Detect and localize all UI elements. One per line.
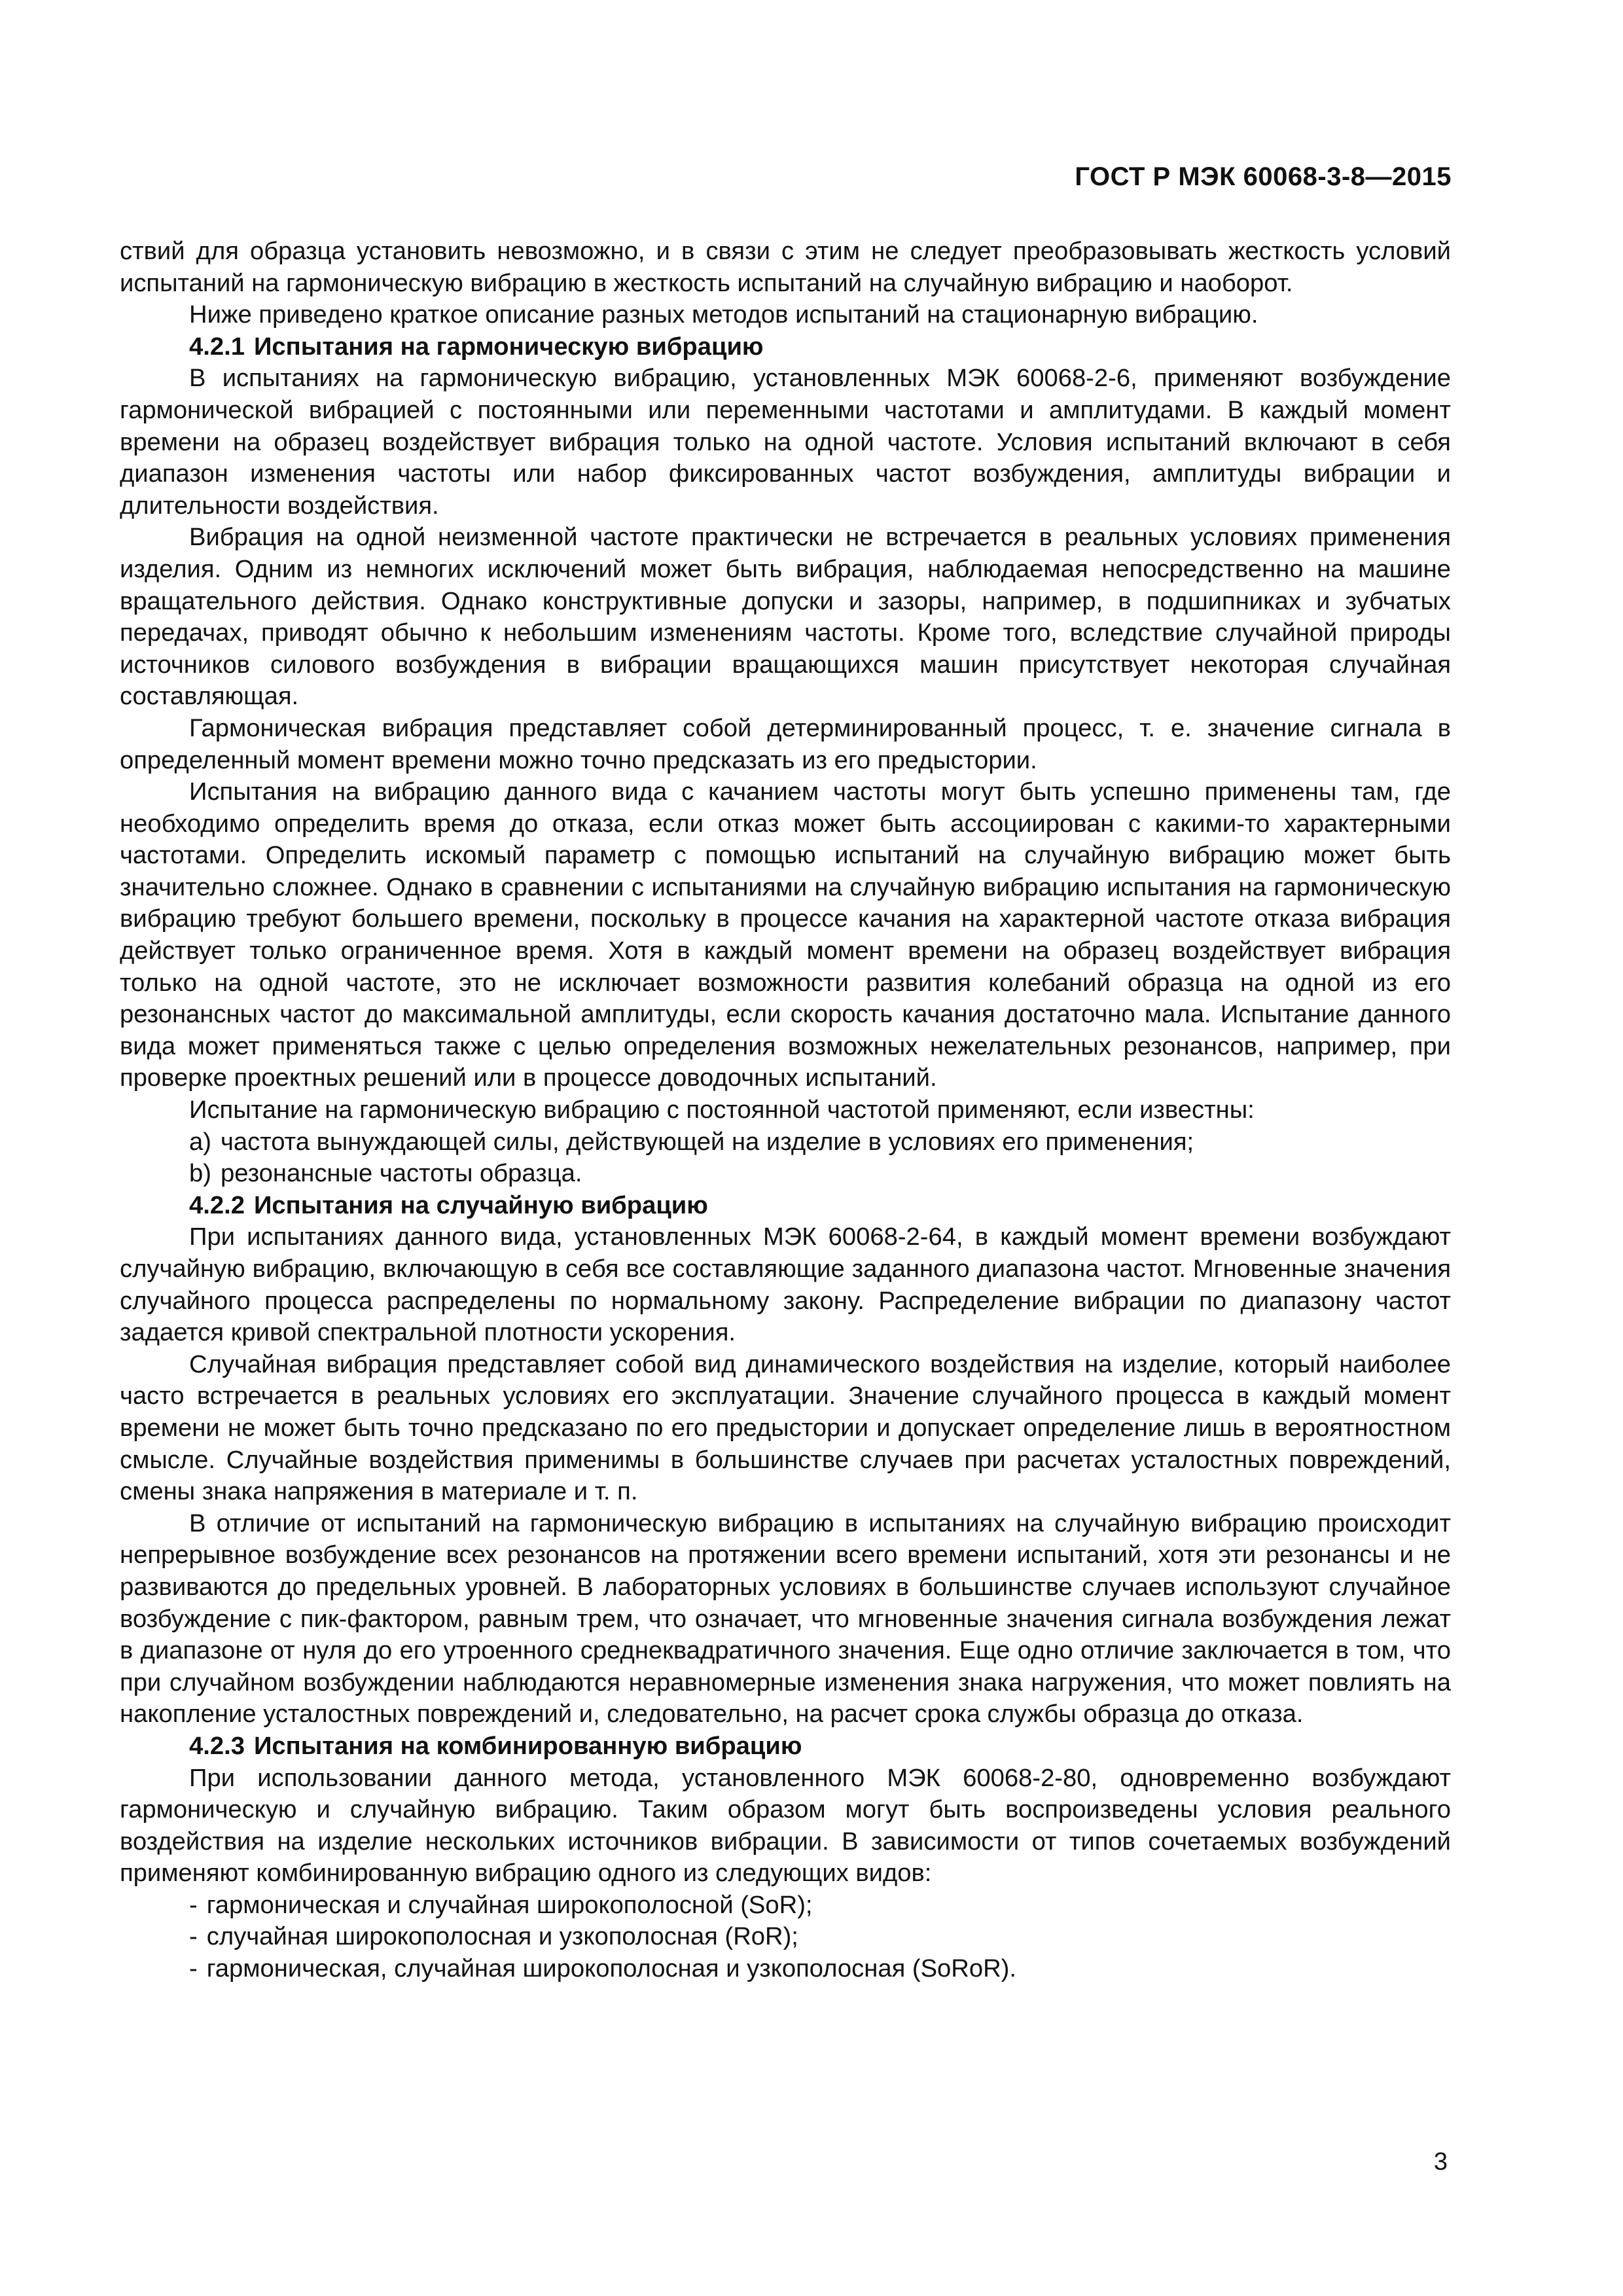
section-title: Испытания на гармоническую вибрацию [253, 332, 764, 361]
list-marker: a) [189, 1127, 211, 1156]
paragraph: Вибрация на одной неизменной частоте практически не встречается в реальных условиях применения изделия. Одним из немногих исключений может быть вибрация, наблюдаемая непосредственно на машине вращательного действия. Однако конструктивные допуски и зазоры, например, в подшипниках и зубчатых передачах, приводят обычно к небольшим изменениям частоты. Кроме того, вследствие случайной природы источников силового возбуждения в вибрации вращающихся машин присутствует некоторая случайная составляющая. [120, 523, 1451, 711]
section-number: 4.2.2 [189, 1191, 245, 1219]
document-body [120, 236, 1451, 1985]
paragraph: При испытаниях данного вида, установленных МЭК 60068-2-64, в каждый момент времени возбуждают случайную вибрацию, включающую в себя все составляющие заданного диапазона частот. Мгновенные значения случайного процесса распределены по нормальному закону. Распределение вибрации по диапазону частот задается кривой спектральной плотности ускорения. [120, 1223, 1451, 1347]
list-item [120, 1126, 1451, 1158]
section-title: Испытания на случайную вибрацию [253, 1191, 708, 1219]
list-item-text: случайная широкополосная и узкополосная (RoR); [206, 1922, 798, 1951]
section-title: Испытания на комбинированную вибрацию [253, 1731, 802, 1760]
page-number: 3 [1433, 2148, 1448, 2176]
paragraph: В отличие от испытаний на гармоническую вибрацию в испытаниях на случайную вибрацию происходит непрерывное возбуждение всех резонансов на протяжении всего времени испытаний, хотя эти резонансы и не развиваются до предельных уровней. В лабораторных условиях в большинстве случаев используют случайное возбуждение с пик-фактором, равным трем, что означает, что мгновенные значения сигнала возбуждения лежат в диапазоне от нуля до его утроенного среднеквадратичного значения. Еще одно отличие заключается в том, что при случайном возбуждении наблюдаются неравномерные изменения знака нагружения, что может повлиять на накопление усталостных повреждений и, следовательно, на расчет срока службы образца до отказа. [120, 1509, 1451, 1729]
section-heading-4-2-2 [120, 1190, 1451, 1222]
list-marker: - [189, 1890, 198, 1919]
paragraph: Испытания на вибрацию данного вида с качанием частоты могут быть успешно применены там, где необходимо определить время до отказа, если отказ может быть ассоциирован с какими-то характерными частотами. Определить искомый параметр с помощью испытаний на случайную вибрацию может быть значительно сложнее. Однако в сравнении с испытаниями на случайную вибрацию испытания на гармоническую вибрацию требуют большего времени, поскольку в процессе качания на характерной частоте отказа вибрация действует только ограниченное время. Хотя в каждый момент времени на образец воздействует вибрация только на одной частоте, это не исключает возможности развития колебаний образца на одной из его резонансных частот до максимальной амплитуды, если скорость качания достаточно мала. Испытание данного вида может применяться также с целью определения возможных нежелательных резонансов, например, при проверке проектных решений или в процессе доводочных испытаний. [120, 778, 1451, 1092]
list-item-text: гармоническая, случайная широкополосная и узкополосная (SoRoR). [206, 1954, 1017, 1983]
list-item [120, 1921, 1451, 1953]
list-item-text: резонансные частоты образца. [220, 1159, 582, 1188]
list-item [120, 1158, 1451, 1190]
list-marker: b) [189, 1159, 211, 1188]
list-item [120, 1890, 1451, 1922]
list-marker: - [189, 1954, 198, 1983]
paragraph: Испытание на гармоническую вибрацию с постоянной частотой применяют, если известны: [189, 1096, 1255, 1124]
paragraph: Гармоническая вибрация представляет собой детерминированный процесс, т. е. значение сигнала в определенный момент времени можно точно предсказать из его предыстории. [120, 713, 1451, 774]
paragraph-continued: ствий для образца установить невозможно, и в связи с этим не следует преобразовывать жесткость условий испытаний на гармоническую вибрацию в жесткость испытаний на случайную вибрацию и наоборот. [120, 237, 1451, 297]
paragraph: При использовании данного метода, установленного МЭК 60068-2-80, одновременно возбуждают гармоническую и случайную вибрацию. Таким образом могут быть воспроизведены условия реального воздействия на изделие нескольких источников вибрации. В зависимости от типов сочетаемых возбуждений применяют комбинированную вибрацию одного из следующих видов: [120, 1763, 1451, 1888]
list-item-text: частота вынуждающей силы, действующей на изделие в условиях его применения; [220, 1127, 1194, 1156]
paragraph: Случайная вибрация представляет собой вид динамического воздействия на изделие, который наиболее часто встречается в реальных условиях его эксплуатации. Значение случайного процесса в каждый момент времени не может быть точно предсказано по его предыстории и допускает определение лишь в вероятностном смысле. Случайные воздействия применимы в большинстве случаев при расчетах усталостных повреждений, смены знака напряжения в материале и т. п. [120, 1350, 1451, 1506]
section-number: 4.2.3 [189, 1731, 245, 1760]
paragraph-intro-methods: Ниже приведено краткое описание разных методов испытаний на стационарную вибрацию. [189, 300, 1258, 329]
section-number: 4.2.1 [189, 332, 245, 361]
list-item-text: гармоническая и случайная широкополосной (SoR); [206, 1890, 813, 1919]
section-heading-4-2-1 [120, 331, 1451, 363]
list-item [120, 1953, 1451, 1985]
document-header-code: ГОСТ Р МЭК 60068-3-8—2015 [1075, 162, 1452, 191]
list-marker: - [189, 1922, 198, 1951]
section-heading-4-2-3 [120, 1731, 1451, 1763]
paragraph: В испытаниях на гармоническую вибрацию, установленных МЭК 60068-2-6, применяют возбуждение гармонической вибрацией с постоянными или переменными частотами и амплитудами. В каждый момент времени на образец воздействует вибрация только на одной частоте. Условия испытаний включают в себя диапазон изменения частоты или набор фиксированных частот возбуждения, амплитуды вибрации и длительности воздействия. [120, 364, 1451, 520]
